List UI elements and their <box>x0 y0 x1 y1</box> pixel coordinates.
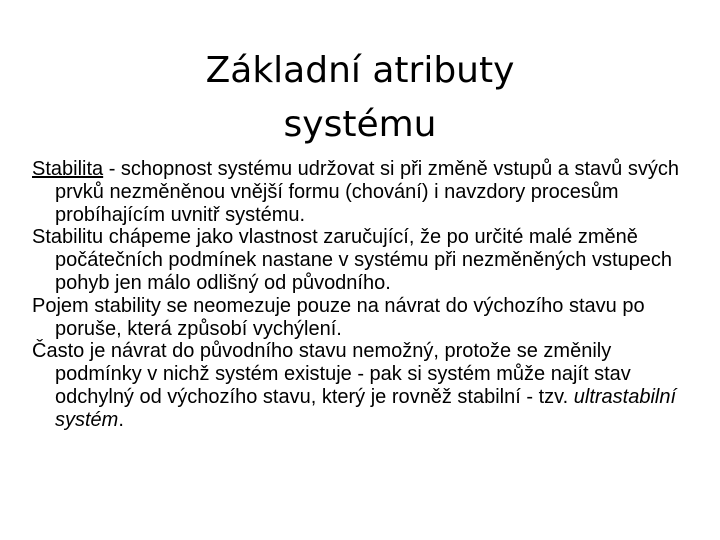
paragraph-stabilita <box>32 158 697 226</box>
term-ultrastabilni-system: ultrastabilní systém <box>55 385 677 431</box>
title-line-2: systému <box>283 104 437 146</box>
paragraph-pojem-stability <box>32 295 697 341</box>
paragraph-casto <box>32 340 697 431</box>
term-stabilita: Stabilita <box>32 158 104 180</box>
paragraph-text: Stabilitu chápeme jako vlastnost zaručující, že po určité malé změně počátečních podmínek nastane v systému při nezměněných vstupech pohyb jen málo odlišný od původního. <box>32 226 673 294</box>
paragraph-text: - schopnost systému udržovat si při změně vstupů a stavů svých prvků nezměněnou vnější formu (chování) i navzdory procesům probíhajícím uvnitř systému. <box>55 158 679 226</box>
title-line-1: Základní atributy <box>205 50 515 92</box>
slide-body <box>32 158 697 432</box>
paragraph-text: Pojem stability se neomezuje pouze na návrat do výchozího stavu po poruše, která způsobí vychýlení. <box>32 294 645 340</box>
paragraph-stabilitu-chapeme <box>32 226 697 294</box>
paragraph-end: . <box>118 408 124 431</box>
paragraph-text: Často je návrat do původního stavu nemožný, protože se změnily podmínky v nichž systém existuje - pak si systém může najít stav odchylný od výchozího stavu, který je rovněž stabilní - tzv. <box>32 340 631 408</box>
slide-title <box>60 44 660 152</box>
